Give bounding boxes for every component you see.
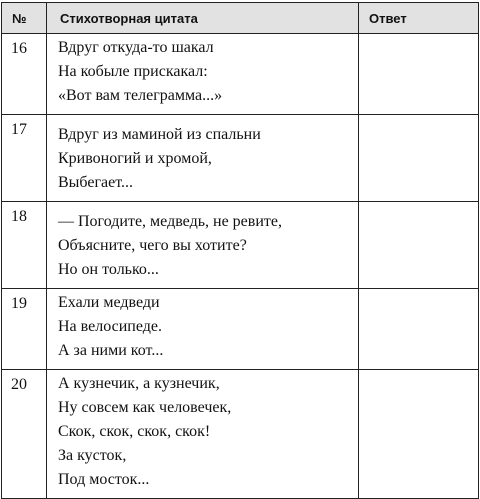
row-number: 20 bbox=[2, 370, 47, 499]
row-quote bbox=[47, 115, 359, 202]
table-row bbox=[2, 34, 479, 115]
quote-line: — Погодите, медведь, не ревите, bbox=[58, 213, 282, 230]
table-row bbox=[2, 202, 479, 289]
answer-cell[interactable] bbox=[359, 202, 479, 289]
quote-line: А кузнечик, а кузнечик, bbox=[58, 375, 220, 392]
quiz-table bbox=[1, 2, 479, 499]
quote-line: За кусток, bbox=[58, 447, 127, 464]
header-quote: Стихотворная цитата bbox=[47, 3, 359, 34]
row-quote bbox=[47, 289, 359, 370]
answer-cell[interactable] bbox=[359, 34, 479, 115]
quote-line: Кривоногий и хромой, bbox=[58, 150, 212, 167]
header-answer: Ответ bbox=[359, 3, 479, 34]
table-row bbox=[2, 115, 479, 202]
quote-line: Выбегает... bbox=[58, 174, 134, 191]
table-row bbox=[2, 370, 479, 499]
row-quote bbox=[47, 370, 359, 499]
row-number: 19 bbox=[2, 289, 47, 370]
row-number: 18 bbox=[2, 202, 47, 289]
answer-cell[interactable] bbox=[359, 115, 479, 202]
quote-line: На велосипеде. bbox=[58, 318, 162, 335]
quote-line: Вдруг из маминой из спальни bbox=[58, 126, 261, 143]
quote-line: «Вот вам телеграмма...» bbox=[58, 87, 223, 104]
quote-line: А за ними кот... bbox=[58, 342, 164, 359]
quote-line: Скок, скок, скок, скок! bbox=[58, 423, 211, 440]
header-row bbox=[2, 3, 479, 34]
row-quote bbox=[47, 34, 359, 115]
quote-line: Но он только... bbox=[58, 261, 159, 278]
answer-cell[interactable] bbox=[359, 289, 479, 370]
table-row bbox=[2, 289, 479, 370]
quote-line: Ну совсем как человечек, bbox=[58, 399, 232, 416]
answer-cell[interactable] bbox=[359, 370, 479, 499]
quote-line: Вдруг откуда-то шакал bbox=[58, 39, 214, 56]
quote-line: На кобыле прискакал: bbox=[58, 63, 208, 80]
quote-line: Ехали медведи bbox=[58, 294, 160, 311]
header-number: № bbox=[2, 3, 47, 34]
quote-line: Объясните, чего вы хотите? bbox=[58, 237, 247, 254]
quote-line: Под мосток... bbox=[58, 471, 150, 488]
row-quote bbox=[47, 202, 359, 289]
row-number: 16 bbox=[2, 34, 47, 115]
row-number: 17 bbox=[2, 115, 47, 202]
